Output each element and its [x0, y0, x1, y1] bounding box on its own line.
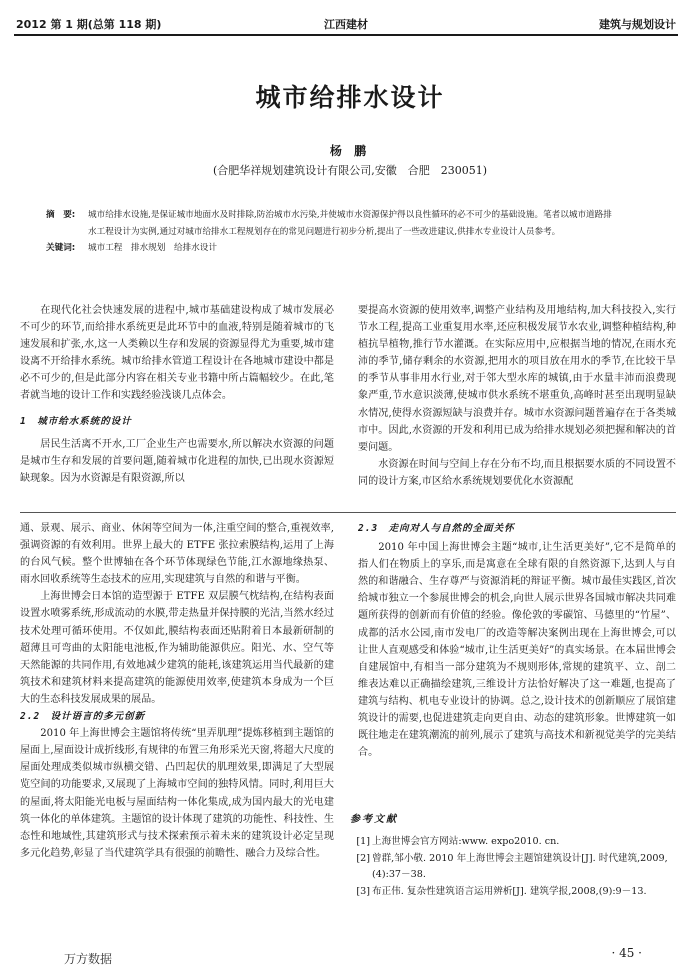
article-author: 杨 鹏	[329, 144, 371, 158]
section-heading-2-3: 2.3 走向对人与自然的全面关怀	[358, 523, 515, 534]
running-header	[14, 8, 678, 36]
journal-issue: 2012 第 1 期(总第 118 期)	[16, 18, 162, 31]
body-paragraph: 居民生活离不开水,工厂企业生产也需要水,所以解决水资源的问题是城市生存和发展的首要问题,随着城市化进程的加快,已出现水资源短缺现象。因为水资源是有限资源,所以	[20, 438, 334, 484]
keywords-label: 关键词:	[46, 243, 76, 253]
article-title: 城市给排水设计	[255, 83, 445, 112]
body-paragraph: 通、景观、展示、商业、休闲等空间为一体,注重空间的整合,重视效率,强调资源的有效利用。世界上最大的 ETFE 张拉索膜结构,运用了上海的台风气候。整个世博轴在各个环节体现绿色节能,江水源地缘热泵、雨水回收系统等生态技术的应用,实现建筑与自然的和谐与平衡。	[20, 523, 334, 586]
abstract-label: 摘 要:	[46, 210, 76, 220]
section-heading-1: 1 城市给水系统的设计	[20, 415, 132, 427]
author-affiliation: (合肥华祥规划建筑设计有限公司,安徽 合肥 230051)	[212, 164, 488, 177]
lower-left-column	[20, 520, 334, 940]
reference-text: 布正伟. 复杂性建筑语言运用辨析[J]. 建筑学报,2008,(9):9－13.	[372, 886, 647, 897]
journal-section: 建筑与规划设计	[599, 18, 676, 31]
source-watermark: 万方数据	[64, 952, 113, 966]
body-paragraph: 2010 年上海世博会主题馆将传统“里弄肌理”提炼移植到主题馆的屋面上,屋面设计成折线形,有规律的布置三角形采光天窗,将超大尺度的屋面处理成类似城市纵横交错、凸凹起伏的肌理效果,即满足了大型展览空间的功能要求,又展现了上海城市空间的独特风情。同时,利用巨大的屋面,将太阳能光电板与屋面结构一体化集成,成为国内最大的光电建筑一体化的单体建筑。主题馆的设计体现了建筑的功能性、科技性、生态性和地域性,其建筑形式与技术探索预示着未来的建筑设计必定呈现多元化趋势,彰显了当代建筑学具有很强的前瞻性、融合力及综合性。	[20, 728, 334, 859]
upper-left-column	[20, 302, 334, 484]
section-divider	[20, 512, 676, 513]
lower-right-column	[358, 520, 676, 784]
reference-number: [2]	[356, 853, 370, 864]
body-paragraph: 水资源在时间与空间上存在分布不均,而且根据要水质的不同设置不同的设计方案,市区给水系统规划要优化水资源配	[358, 458, 676, 487]
reference-item	[348, 851, 680, 883]
abstract-block	[46, 207, 614, 257]
reference-item	[348, 884, 680, 900]
reference-number: [3]	[356, 886, 370, 897]
reference-number: [1]	[356, 836, 370, 847]
abstract-text: 城市给排水设施,是保证城市地面水及时排除,防治城市水污染,并使城市水资源保护得以良性循环的必不可少的基础设施。笔者以城市道路排水工程设计为实例,通过对城市给排水工程规划存在的常见问题进行初步分析,提出了一些改进建议,供排水专业设计人员参考。	[88, 210, 612, 237]
reference-text: 上海世博会官方网站:www. expo2010. cn.	[372, 836, 560, 847]
body-paragraph: 2010 年中国上海世博会主题“城市,让生活更美好”,它不是简单的指人们在物质上的享乐,而是寓意在全球有限的自然资源下,达到人与自然的和谐融合、生存尊严与资源消耗的辩证平衡。城市最佳实践区,首次给城市独立一个参展世博会的机会,向世人展示世界各国城市解决共同难题所获得的创新而有价值的经验。像伦敦的零碳馆、马德里的“竹屋”、成都的活水公园,南市发电厂的改造等解决案例出现在上海世博会,可以让世人直观感受和体验“城市,让生活更美好”的真实场景。在本届世博会自建展馆中,有相当一部分建筑为不规则形体,常规的建筑平、立、剖二维表达难以正确描绘建筑,三维设计方法恰好解决了这一难题,也提高了建筑与结构、机电专业设计的协调。总之,设计技术的创新顺应了展馆建筑设计的需要,也促进建筑走向更自由、动态的建筑形象。世博建筑一如既往地走在建筑潮流的前列,展示了建筑与高技术和新视觉美学的完美结合。	[358, 542, 676, 759]
section-heading-2-2: 2.2 设计语言的多元创新	[20, 711, 146, 723]
journal-name: 江西建材	[324, 18, 368, 31]
references-heading: 参考文献	[350, 814, 398, 825]
body-paragraph: 要提高水资源的使用效率,调整产业结构及用地结构,加大科技投入,实行节水工程,提高工业重复用水率,还应积极发展节水农业,调整种植结构,种植抗旱植物,推行节水灌溉。在实际应用中,应根据当地的情况,在雨水充沛的季节,储存剩余的水资源,把用水的项目放在用水的季节,在比较干旱的季节从事非用水行业,对于邻大型水库的城镇,由于水量丰沛而浪费现象严重,节水意识淡薄,使城市供水系统不堪重负,高峰时甚至出现明显缺水情况,使得水资源短缺与浪费并存。城市水资源问题普遍存在于各类城市中。因此,水资源的开发和利用已成为给排水规划必须把握和解决的首要问题。	[358, 305, 676, 453]
reference-text: 曾群,邹小敬. 2010 年上海世博会主题馆建筑设计[J]. 时代建筑,2009,(4):37－38.	[372, 853, 668, 880]
keywords-text: 城市工程 排水规划 给排水设计	[88, 243, 217, 253]
reference-item	[348, 834, 680, 850]
body-paragraph: 在现代化社会快速发展的进程中,城市基础建设构成了城市发展必不可少的环节,而给排水系统更是此环节中的血液,特别是随着城市的飞速发展和扩张,水,这一人类赖以生存和发展的资源显得尤为重要,城市建设离不开给排水系统。城市给排水管道工程设计在各地城市建设中都是必不可少的,但是此部分内容在相关专业书籍中所占篇幅较少。在此,笔者就当地的设计工作和实践经验浅谈几点体会。	[20, 305, 334, 402]
body-paragraph: 上海世博会日本馆的造型源于 ETFE 双层膜气枕结构,在结构表面设置水喷雾系统,形成流动的水膜,带走热量并保持膜的光洁,当然水经过技术处理可循环使用。不仅如此,膜结构表面还贴附着日本最新研制的超薄且可弯曲的太阳能电池板,作为辅助能源供应。阳光、水、空气等天然能源的共同作用,有效地减少建筑的能耗,该建筑运用当代最新的建筑技术和建筑材料来提高建筑的能源使用效率,使建筑本身成为一个巨大的生态科技发展成果的展品。	[20, 591, 334, 705]
upper-right-column	[358, 302, 676, 508]
page-number: · 45 ·	[611, 946, 642, 960]
references	[348, 812, 680, 901]
